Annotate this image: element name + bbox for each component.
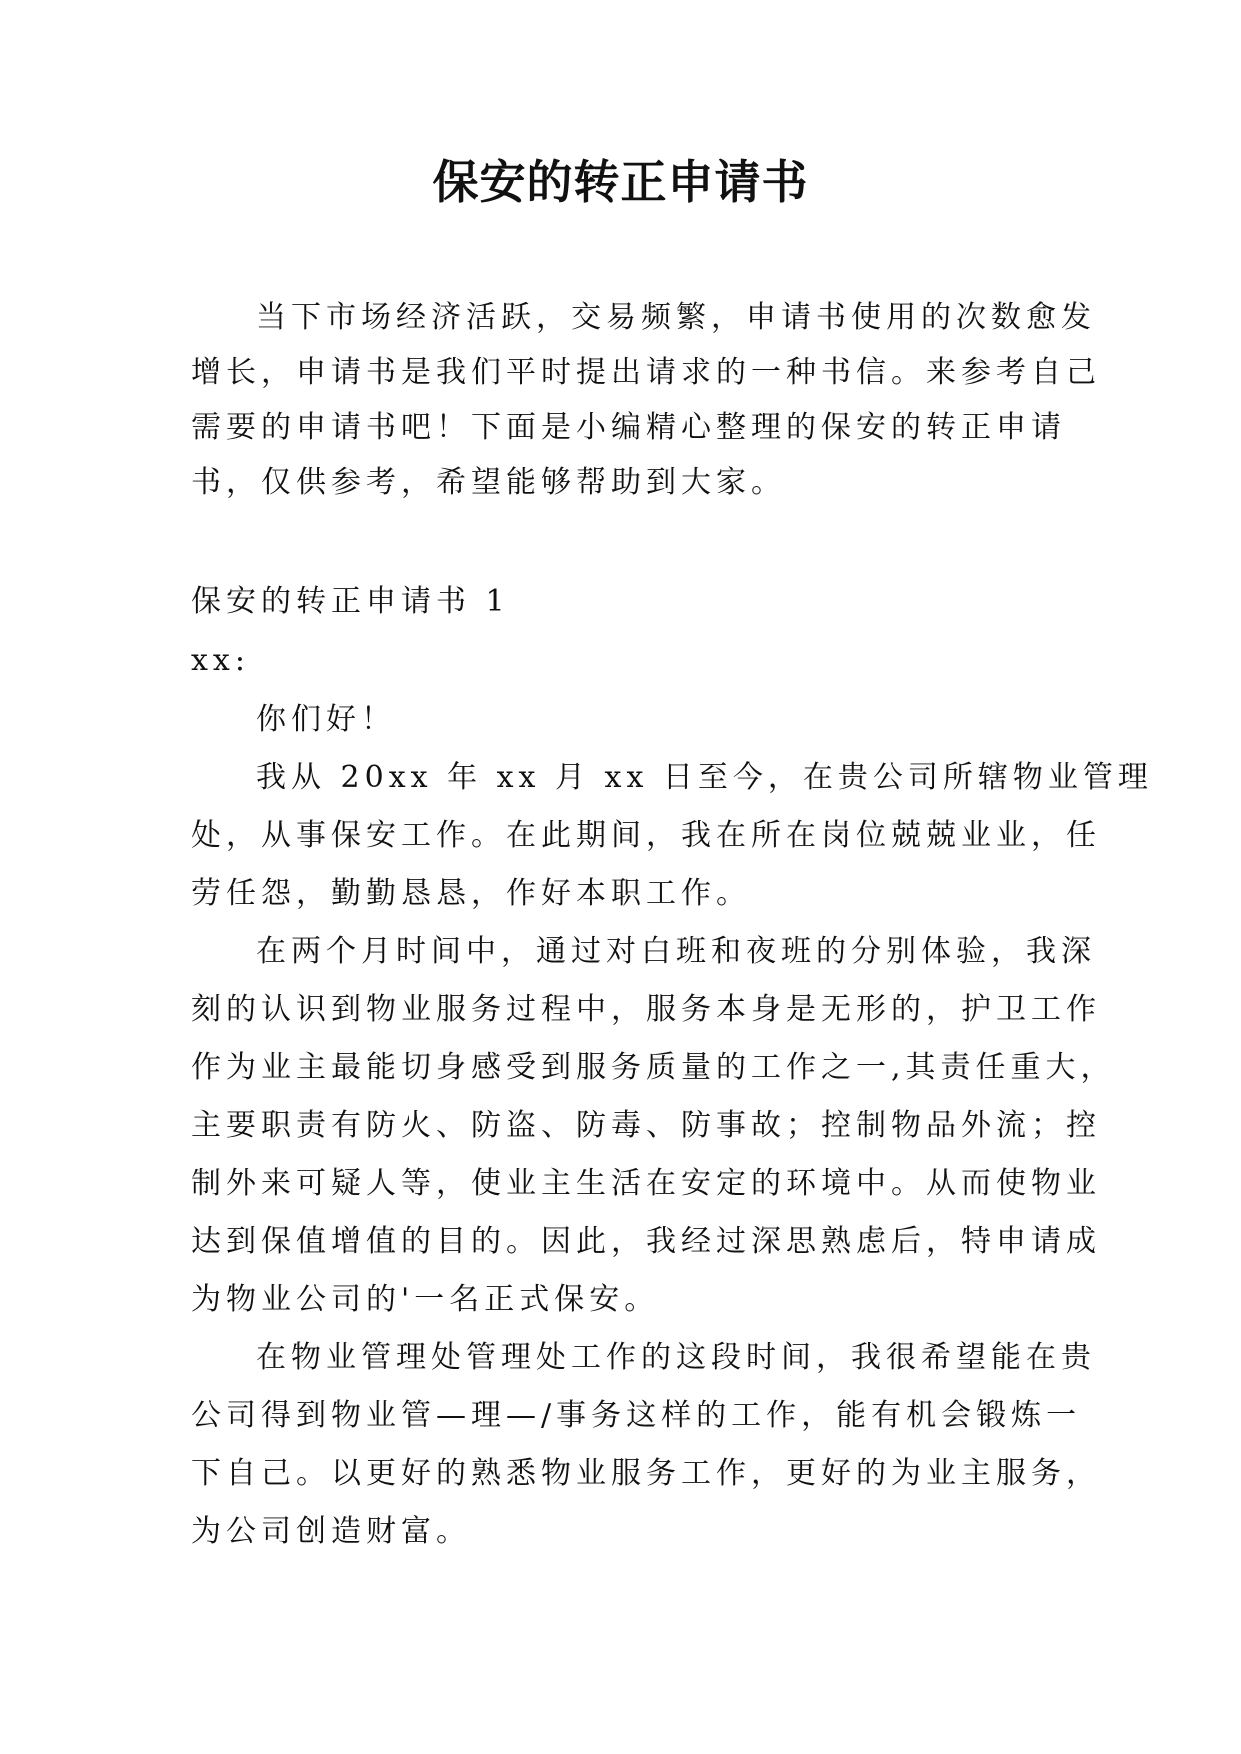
- para2-line-2: 刻的认识到物业服务过程中，服务本身是无形的，护卫工作: [191, 992, 1101, 1027]
- document-title: 保安的转正申请书: [432, 155, 809, 209]
- para2-line-6: 达到保值增值的目的。因此，我经过深思熟虑后，特申请成: [191, 1224, 1101, 1259]
- para2-line-7: 为物业公司的'一名正式保安。: [191, 1282, 660, 1317]
- greeting: 你们好！: [256, 702, 396, 737]
- para3-line-3: 下自己。以更好的熟悉物业服务工作，更好的为业主服务，: [191, 1456, 1101, 1491]
- intro-line-4: 书，仅供参考，希望能够帮助到大家。: [191, 465, 786, 500]
- para2-line-5: 制外来可疑人等，使业主生活在安定的环境中。从而使物业: [191, 1166, 1101, 1201]
- intro-line-1: 当下市场经济活跃，交易频繁，申请书使用的次数愈发: [256, 300, 1096, 335]
- para3-line-2: 公司得到物业管—理—/事务这样的工作，能有机会锻炼一: [191, 1398, 1082, 1433]
- para3-line-1: 在物业管理处管理处工作的这段时间，我很希望能在贵: [256, 1340, 1096, 1375]
- para2-line-3: 作为业主最能切身感受到服务质量的工作之一,其责任重大，: [191, 1050, 1116, 1085]
- para1-line-1: 我从 20xx 年 xx 月 xx 日至今，在贵公司所辖物业管理: [256, 760, 1153, 795]
- salutation: xx:: [191, 643, 250, 678]
- para3-line-4: 为公司创造财富。: [191, 1514, 471, 1549]
- para2-line-4: 主要职责有防火、防盗、防毒、防事故；控制物品外流；控: [191, 1108, 1101, 1143]
- para2-line-1: 在两个月时间中，通过对白班和夜班的分别体验，我深: [256, 934, 1096, 969]
- para1-line-3: 劳任怨，勤勤恳恳，作好本职工作。: [191, 876, 751, 911]
- para1-line-2: 处，从事保安工作。在此期间，我在所在岗位兢兢业业，任: [191, 818, 1101, 853]
- intro-line-3: 需要的申请书吧！下面是小编精心整理的保安的转正申请: [191, 410, 1066, 445]
- intro-line-2: 增长，申请书是我们平时提出请求的一种书信。来参考自己: [191, 355, 1101, 390]
- section-heading: 保安的转正申请书 1: [191, 584, 510, 619]
